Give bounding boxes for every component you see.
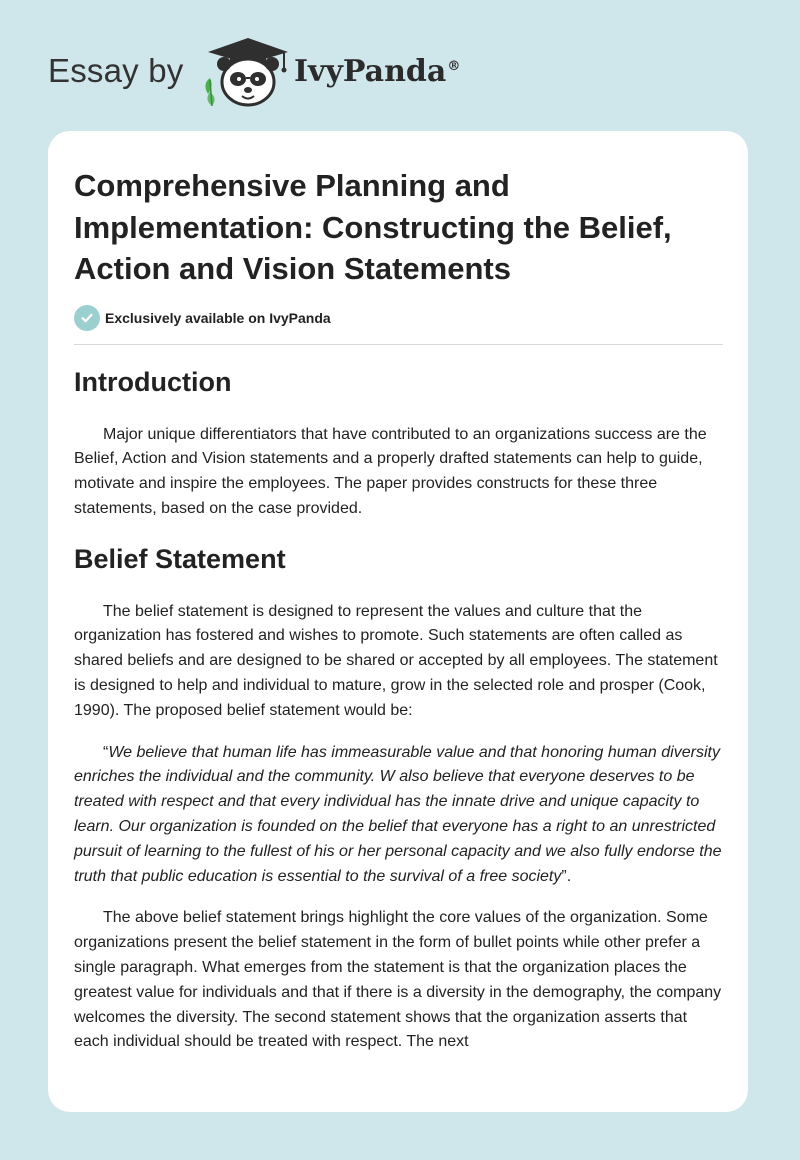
exclusive-badge-text: Exclusively available on IvyPanda (105, 309, 331, 326)
article-content (74, 165, 723, 1055)
brand-prefix: Essay by (48, 52, 184, 89)
registered-mark: ® (447, 59, 461, 74)
quote-open-mark: “ (103, 743, 109, 761)
title-divider (74, 344, 723, 345)
panda-graduate-icon[interactable] (200, 34, 292, 110)
brand-name[interactable]: IvyPanda® (294, 54, 461, 89)
belief-paragraph-1: The belief statement is designed to represent the values and culture that the organization has fostered and wishes to promote. Such statements are often called as shared beliefs and are designed to be shared or accepted by all employees. The statement is designed to help and individual to mature, grow in the selected role and prosper (Cook, 1990). The proposed belief statement would be: (74, 602, 718, 719)
introduction-paragraph: Major unique differentiators that have contributed to an organizations success are the Belief, Action and Vision statements and a properly drafted statements can help to guide, motivate and inspire the employees. The paper provides constructs for these three statements, based on the case provided. (74, 425, 707, 517)
section-heading-belief-statement: Belief Statement (74, 543, 286, 574)
exclusive-badge (74, 304, 723, 332)
check-circle-icon (74, 305, 100, 331)
article-card (48, 131, 748, 1112)
belief-paragraph-2: The above belief statement brings highlight the core values of the organization. Some organizations present the belief statement in the form of bullet points while other prefer a single paragraph. What emerges from the statement is that the organization places the greatest value for individuals and that if there is a diversity in the demography, the company welcomes the diversity. The second statement shows that the organization asserts that each individual should be treated with respect. The next (74, 909, 722, 1051)
site-header (48, 34, 508, 114)
article-title: Comprehensive Planning and Implementation: Constructing the Belief, Action and Vision Statements (74, 168, 672, 286)
quote-text: We believe that human life has immeasurable value and that honoring human diversity enriches the individual and the community. W also believe that everyone deserves to be treated with respect and that every individual has the innate drive and unique capacity to learn. Our organization is founded on the belief that everyone has a right to an unrestricted pursuit of learning to the fullest of his or her personal capacity and we also fully endorse the truth that public education is essential to the survival of a free society (74, 743, 722, 885)
quote-close-mark: ”. (561, 867, 572, 885)
belief-quote (74, 741, 723, 890)
section-heading-introduction: Introduction (74, 366, 232, 397)
